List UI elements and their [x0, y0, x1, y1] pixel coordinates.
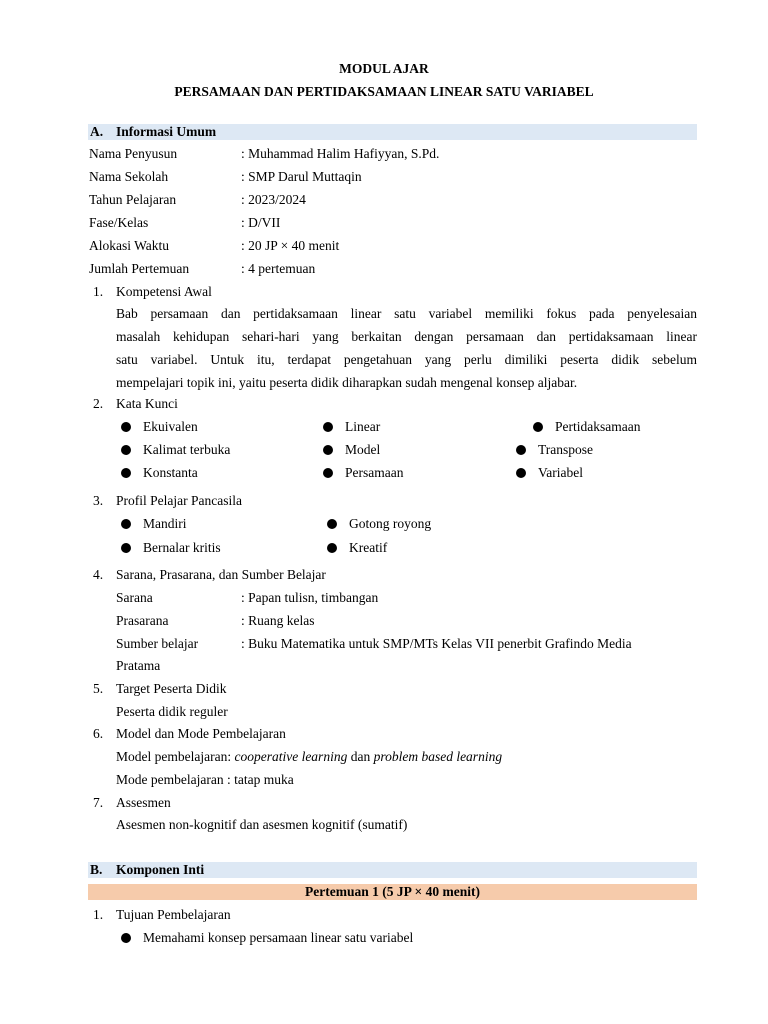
keyword-item: Persamaan — [323, 464, 403, 482]
section-a-header — [88, 124, 697, 140]
bullet-icon — [516, 445, 526, 455]
item-number-kata-kunci: 2. — [93, 396, 104, 411]
item-number-profil: 3. — [93, 493, 104, 508]
item-number-asesmen: 7. — [93, 795, 104, 810]
bullet-icon — [121, 543, 131, 553]
item-number-model: 6. — [93, 726, 104, 741]
bullet-icon — [327, 519, 337, 529]
item-title-sarana: Sarana, Prasarana, dan Sumber Belajar — [116, 567, 326, 582]
bullet-icon — [533, 422, 543, 432]
info-value-pertemuan: : 4 pertemuan — [241, 261, 316, 276]
prasarana-value: : Ruang kelas — [241, 613, 315, 628]
kompetensi-line-1: Bab persamaan dan pertidaksamaan linear satu variabel memiliki fokus pada penyelesaian — [116, 306, 697, 321]
bullet-icon — [121, 422, 131, 432]
item-number-sarana: 4. — [93, 567, 104, 582]
item-number-tujuan: 1. — [93, 907, 104, 922]
keyword-item: Ekuivalen — [121, 418, 198, 436]
bullet-icon — [323, 468, 333, 478]
tujuan-item: Memahami konsep persamaan linear satu variabel — [121, 929, 413, 947]
bullet-icon — [323, 422, 333, 432]
kompetensi-line-3: satu variabel. Untuk itu, terdapat pengetahuan yang perlu dimiliki peserta didik sebelum — [116, 352, 697, 367]
keyword-item: Pertidaksamaan — [533, 418, 640, 436]
bullet-icon — [121, 445, 131, 455]
prasarana-label: Prasarana — [116, 613, 169, 628]
section-b-header — [88, 862, 697, 878]
mode-pembelajaran-text: Mode pembelajaran : tatap muka — [116, 772, 294, 787]
sumber-belajar-value: : Buku Matematika untuk SMP/MTs Kelas VII penerbit Grafindo Media — [241, 636, 632, 651]
info-value-fase: : D/VII — [241, 215, 281, 230]
info-value-penyusun: : Muhammad Halim Hafiyyan, S.Pd. — [241, 146, 440, 161]
profil-item: Kreatif — [327, 539, 387, 557]
target-text: Peserta didik reguler — [116, 704, 228, 719]
section-a-letter: A. — [90, 124, 104, 139]
sarana-label: Sarana — [116, 590, 153, 605]
item-number-kompetensi: 1. — [93, 284, 104, 299]
info-label-sekolah: Nama Sekolah — [89, 169, 169, 184]
keyword-item: Transpose — [516, 441, 593, 459]
item-title-target: Target Peserta Didik — [116, 681, 227, 696]
item-title-kata-kunci: Kata Kunci — [116, 396, 178, 411]
bullet-icon — [121, 468, 131, 478]
info-value-tahun: : 2023/2024 — [241, 192, 306, 207]
profil-item: Gotong royong — [327, 515, 431, 533]
asesmen-text: Asesmen non-kognitif dan asesmen kognitif (sumatif) — [116, 817, 408, 832]
info-value-sekolah: : SMP Darul Muttaqin — [241, 169, 362, 184]
document-subtitle: PERSAMAAN DAN PERTIDAKSAMAAN LINEAR SATU VARIABEL — [174, 84, 594, 99]
keyword-item: Linear — [323, 418, 380, 436]
item-number-target: 5. — [93, 681, 104, 696]
info-label-penyusun: Nama Penyusun — [89, 146, 178, 161]
keyword-item: Konstanta — [121, 464, 198, 482]
item-title-asesmen: Assesmen — [116, 795, 171, 810]
bullet-icon — [323, 445, 333, 455]
bullet-icon — [327, 543, 337, 553]
kompetensi-line-4: mempelajari topik ini, yaitu peserta didik diharapkan sudah mengenal konsep aljabar. — [116, 375, 578, 390]
model-pembelajaran-text: Model pembelajaran: cooperative learning dan problem based learning — [116, 749, 503, 764]
meeting-header: Pertemuan 1 (5 JP × 40 menit) — [88, 884, 697, 900]
item-title-model: Model dan Mode Pembelajaran — [116, 726, 286, 741]
item-title-tujuan: Tujuan Pembelajaran — [116, 907, 231, 922]
sumber-belajar-continuation: Pratama — [116, 658, 161, 673]
section-b-title: Komponen Inti — [116, 862, 205, 877]
profil-item: Mandiri — [121, 515, 187, 533]
sarana-value: : Papan tulisn, timbangan — [241, 590, 379, 605]
item-title-profil: Profil Pelajar Pancasila — [116, 493, 242, 508]
section-a-title: Informasi Umum — [116, 124, 217, 139]
keyword-item: Model — [323, 441, 380, 459]
bullet-icon — [516, 468, 526, 478]
info-label-tahun: Tahun Pelajaran — [89, 192, 177, 207]
kompetensi-line-2: masalah kehidupan sehari-hari yang berkaitan dengan persamaan dan pertidaksamaan linear — [116, 329, 697, 344]
info-label-fase: Fase/Kelas — [89, 215, 149, 230]
sumber-belajar-label: Sumber belajar — [116, 636, 199, 651]
keyword-item: Variabel — [516, 464, 583, 482]
info-value-alokasi: : 20 JP × 40 menit — [241, 238, 340, 253]
bullet-icon — [121, 933, 131, 943]
document-title: MODUL AJAR — [339, 61, 429, 76]
bullet-icon — [121, 519, 131, 529]
section-b-letter: B. — [90, 862, 103, 877]
keyword-item: Kalimat terbuka — [121, 441, 230, 459]
info-label-alokasi: Alokasi Waktu — [89, 238, 170, 253]
profil-item: Bernalar kritis — [121, 539, 221, 557]
info-label-pertemuan: Jumlah Pertemuan — [89, 261, 190, 276]
item-title-kompetensi: Kompetensi Awal — [116, 284, 212, 299]
